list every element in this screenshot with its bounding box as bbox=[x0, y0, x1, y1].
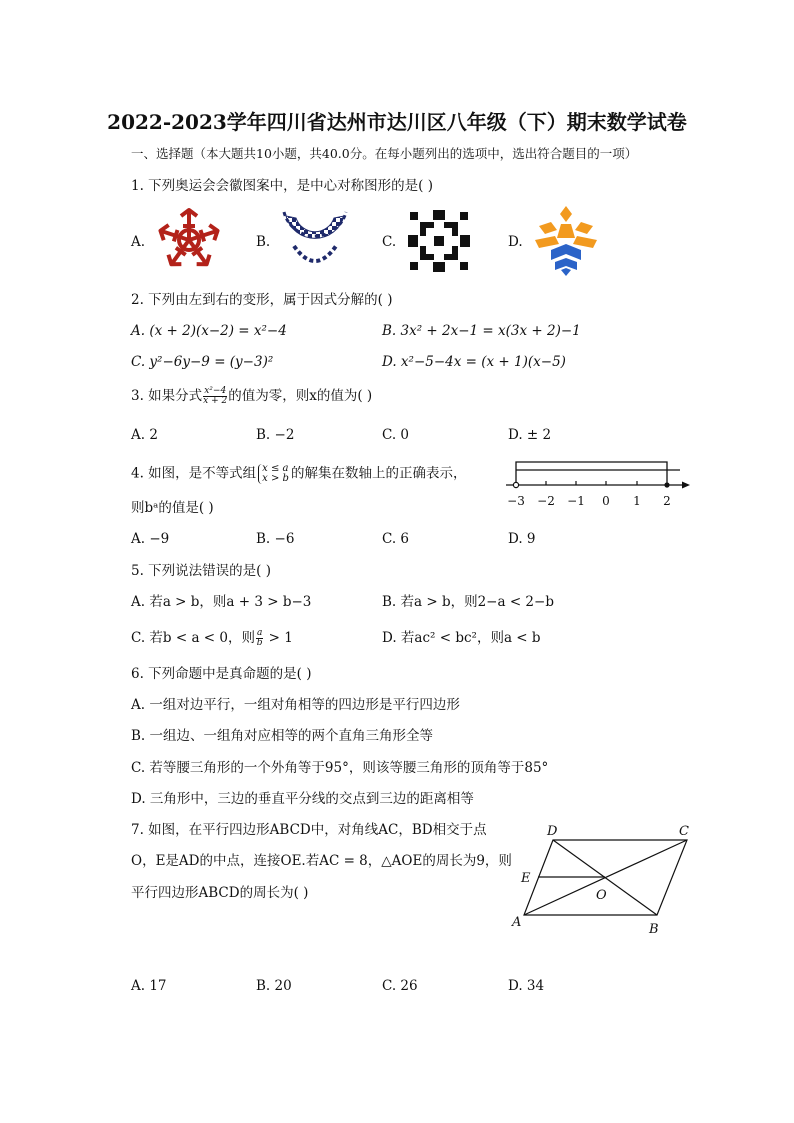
q3-option-d: D. ± 2 bbox=[508, 427, 552, 443]
emblem-c-image bbox=[406, 208, 472, 274]
emblem-a-image bbox=[155, 206, 223, 274]
q4-stem-pre: 4. 如图，是不等式组 bbox=[131, 465, 257, 482]
emblem-d-image bbox=[531, 204, 601, 276]
q3-fraction-numerator: x²−4 bbox=[204, 386, 227, 396]
tick-label: −2 bbox=[537, 494, 555, 508]
q4-inequality-1: x ≤ a bbox=[262, 463, 289, 474]
q1-option-d-label: D. bbox=[508, 234, 523, 250]
point-label-o: O bbox=[596, 888, 607, 903]
q4-stem-post: 的解集在数轴上的正确表示， bbox=[290, 465, 467, 482]
question-1-stem: 1. 下列奥运会会徽图案中，是中心对称图形的是( ) bbox=[131, 178, 433, 194]
q5-option-c bbox=[131, 629, 293, 648]
question-5-stem: 5. 下列说法错误的是( ) bbox=[131, 563, 271, 579]
vertex-label-b: B bbox=[649, 922, 659, 937]
q3-option-a: A. 2 bbox=[131, 427, 158, 443]
vertex-label-c: C bbox=[679, 824, 689, 839]
q5-fraction bbox=[256, 629, 263, 648]
q4-option-d: D. 9 bbox=[508, 531, 536, 547]
question-3-stem bbox=[131, 387, 372, 406]
q6-option-c: C. 若等腰三角形的一个外角等于95°，则该等腰三角形的顶角等于85° bbox=[131, 760, 549, 776]
q5-option-c-post: > 1 bbox=[264, 630, 293, 646]
q3-stem-post: 的值为零，则x的值为( ) bbox=[228, 388, 373, 404]
tick-label: −1 bbox=[567, 494, 585, 508]
q3-stem-pre: 3. 如果分式 bbox=[131, 388, 203, 404]
q1-option-a-label: A. bbox=[131, 234, 146, 250]
q2-option-c: C. y²−6y−9 = (y−3)² bbox=[131, 354, 274, 370]
q4-inequality-system bbox=[258, 464, 289, 484]
q4-inequality-2: x > b bbox=[262, 473, 289, 484]
question-2-stem: 2. 下列由左到右的变形，属于因式分解的( ) bbox=[131, 292, 393, 308]
page-title: 2022-2023学年四川省达州市达川区八年级（下）期末数学试卷 bbox=[107, 110, 687, 134]
q5-option-a: A. 若a > b，则a + 3 > b−3 bbox=[131, 594, 312, 610]
q7-option-d: D. 34 bbox=[508, 978, 545, 994]
q3-fraction-denominator: x + 2 bbox=[203, 396, 228, 406]
q5-option-c-pre: C. 若b < a < 0，则 bbox=[131, 630, 255, 646]
q5-option-d: D. 若ac² < bc²，则a < b bbox=[382, 630, 541, 646]
q6-option-a: A. 一组对边平行，一组对角相等的四边形是平行四边形 bbox=[131, 697, 460, 713]
vertex-label-a: A bbox=[512, 915, 522, 930]
section-heading: 一、选择题（本大题共10小题，共40.0分。在每小题列出的选项中，选出符合题目的一项） bbox=[131, 146, 638, 161]
question-4-stem bbox=[131, 464, 466, 484]
point-label-e: E bbox=[521, 871, 531, 886]
q6-option-d: D. 三角形中，三边的垂直平分线的交点到三边的距离相等 bbox=[131, 791, 474, 807]
question-4-stem-2: 则bᵃ的值是( ) bbox=[131, 500, 214, 516]
q1-option-c-label: C. bbox=[382, 234, 397, 250]
q4-option-a: A. −9 bbox=[131, 531, 170, 547]
question-7-line-3: 平行四边形ABCD的周长为( ) bbox=[131, 885, 309, 901]
tick-label: 1 bbox=[633, 494, 641, 508]
q7-option-a: A. 17 bbox=[131, 978, 167, 994]
parallelogram-figure bbox=[505, 818, 705, 938]
tick-label: 0 bbox=[602, 494, 610, 508]
q5-fraction-numerator: a bbox=[257, 628, 263, 638]
q4-option-c: C. 6 bbox=[382, 531, 410, 547]
q5-fraction-denominator: b bbox=[256, 638, 263, 648]
q3-fraction bbox=[203, 387, 227, 406]
q5-option-b: B. 若a > b，则2−a < 2−b bbox=[382, 594, 554, 610]
question-6-stem: 6. 下列命题中是真命题的是( ) bbox=[131, 666, 312, 682]
q6-option-b: B. 一组边、一组角对应相等的两个直角三角形全等 bbox=[131, 728, 434, 744]
emblem-b-image bbox=[280, 206, 350, 274]
q2-option-b: B. 3x² + 2x−1 = x(3x + 2)−1 bbox=[382, 323, 581, 339]
q1-option-b-label: B. bbox=[256, 234, 271, 250]
q7-option-b: B. 20 bbox=[256, 978, 292, 994]
q7-option-c: C. 26 bbox=[382, 978, 418, 994]
vertex-label-d: D bbox=[547, 824, 558, 839]
q3-option-c: C. 0 bbox=[382, 427, 410, 443]
tick-label: −3 bbox=[507, 494, 525, 508]
q3-option-b: B. −2 bbox=[256, 427, 295, 443]
q4-option-b: B. −6 bbox=[256, 531, 295, 547]
q2-option-a: A. (x + 2)(x−2) = x²−4 bbox=[131, 323, 287, 339]
q2-option-d: D. x²−5−4x = (x + 1)(x−5) bbox=[382, 354, 566, 370]
question-7-line-2: O，E是AD的中点，连接OE.若AC = 8，△AOE的周长为9，则 bbox=[131, 853, 512, 869]
number-line-figure bbox=[500, 458, 700, 512]
question-7-line-1: 7. 如图，在平行四边形ABCD中，对角线AC，BD相交于点 bbox=[131, 822, 487, 838]
tick-label: 2 bbox=[663, 494, 671, 508]
